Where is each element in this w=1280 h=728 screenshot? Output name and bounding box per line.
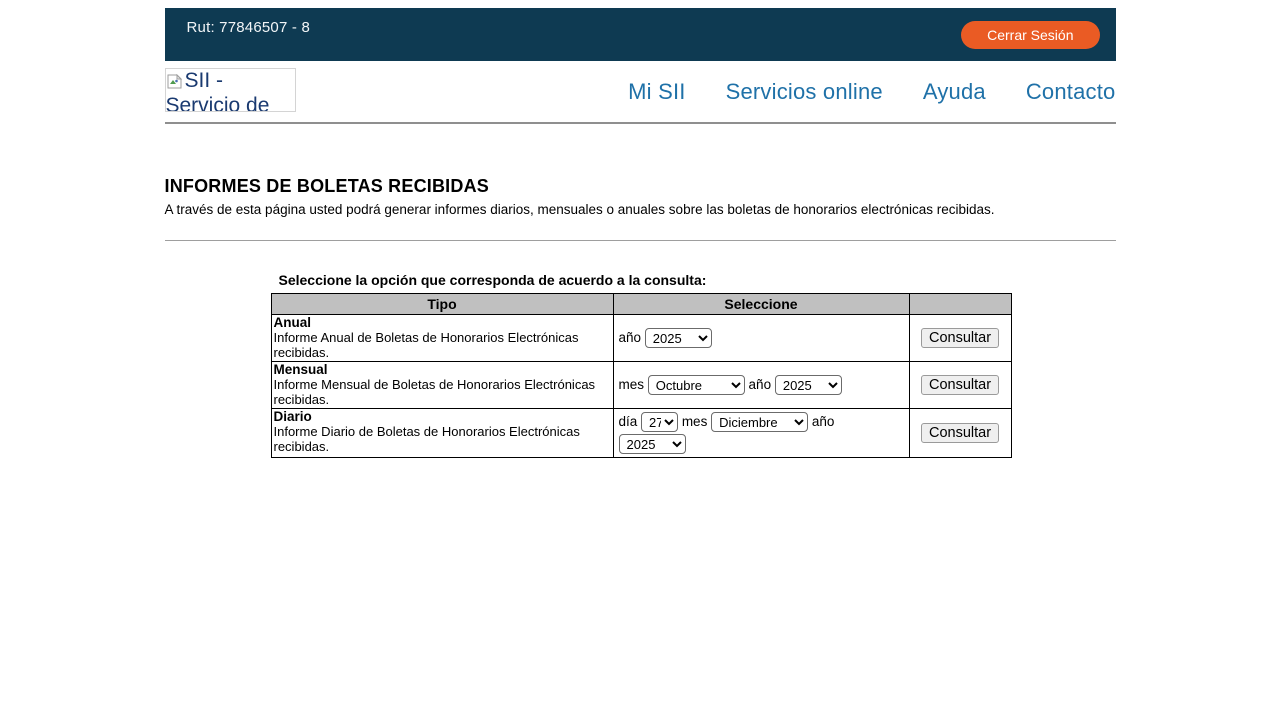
- anual-year-select[interactable]: [645, 328, 712, 348]
- report-options-table: [271, 293, 1012, 458]
- diario-select-cell: [613, 409, 909, 458]
- mensual-type-label: Mensual: [273, 362, 328, 377]
- column-header-action: [909, 294, 1011, 315]
- mensual-type-cell: [271, 362, 613, 409]
- diario-day-select[interactable]: [641, 412, 678, 432]
- anual-consultar-button[interactable]: Consultar: [921, 328, 999, 348]
- site-header: [165, 61, 1116, 124]
- diario-type-cell: [271, 409, 613, 458]
- mensual-description: Informe Mensual de Boletas de Honorarios Electrónicas recibidas.: [273, 377, 596, 407]
- diario-year-select[interactable]: [619, 434, 686, 454]
- nav-link-servicios-online[interactable]: Servicios online: [725, 78, 883, 104]
- diario-consultar-button[interactable]: Consultar: [921, 423, 999, 443]
- diario-year-label: año: [811, 414, 835, 429]
- diario-action-cell: [909, 409, 1011, 458]
- rut-label: Rut: 77846507 - 8: [186, 19, 310, 36]
- mensual-month-label: mes: [618, 377, 645, 392]
- table-row-mensual: [271, 362, 1011, 409]
- anual-select-cell: [613, 315, 909, 362]
- mensual-year-select[interactable]: [775, 375, 842, 395]
- page-container: [165, 8, 1116, 458]
- diario-month-label: mes: [681, 414, 708, 429]
- anual-year-label: año: [618, 330, 642, 345]
- page-title: INFORMES DE BOLETAS RECIBIDAS: [164, 176, 489, 196]
- mensual-year-label: año: [748, 377, 772, 392]
- anual-type-cell: [271, 315, 613, 362]
- mensual-month-select[interactable]: [648, 375, 745, 395]
- diario-day-label: día: [618, 414, 638, 429]
- main-nav: [628, 79, 1115, 105]
- diario-month-select[interactable]: [711, 412, 808, 432]
- content-divider: [165, 240, 1116, 241]
- table-row-anual: [271, 315, 1011, 362]
- form-instruction: Seleccione la opción que corresponda de acuerdo a la consulta:: [278, 272, 707, 288]
- page-description: A través de esta página usted podrá generar informes diarios, mensuales o anuales sobre las boletas de honorarios electrónicas recibidas.: [164, 202, 995, 217]
- diario-type-label: Diario: [273, 409, 312, 424]
- table-row-diario: [271, 409, 1011, 458]
- column-header-tipo: Tipo: [271, 294, 613, 315]
- mensual-action-cell: [909, 362, 1011, 409]
- broken-image-icon: [167, 71, 183, 94]
- mensual-consultar-button[interactable]: Consultar: [921, 375, 999, 395]
- sii-logo[interactable]: [165, 68, 296, 112]
- mensual-select-cell: [613, 362, 909, 409]
- anual-action-cell: [909, 315, 1011, 362]
- diario-description: Informe Diario de Boletas de Honorarios Electrónicas recibidas.: [273, 424, 580, 454]
- logo-alt-text: SII - Servicio de: [165, 69, 270, 112]
- table-header-row: [271, 294, 1011, 315]
- anual-description: Informe Anual de Boletas de Honorarios Electrónicas recibidas.: [273, 330, 579, 360]
- nav-link-ayuda[interactable]: Ayuda: [922, 78, 986, 104]
- session-header-bar: [165, 8, 1116, 61]
- column-header-seleccione: Seleccione: [613, 294, 909, 315]
- nav-link-contacto[interactable]: Contacto: [1025, 78, 1116, 104]
- nav-link-mi-sii[interactable]: Mi SII: [628, 78, 686, 104]
- main-content: [165, 176, 1116, 458]
- anual-type-label: Anual: [273, 315, 312, 330]
- logout-button[interactable]: Cerrar Sesión: [961, 21, 1099, 49]
